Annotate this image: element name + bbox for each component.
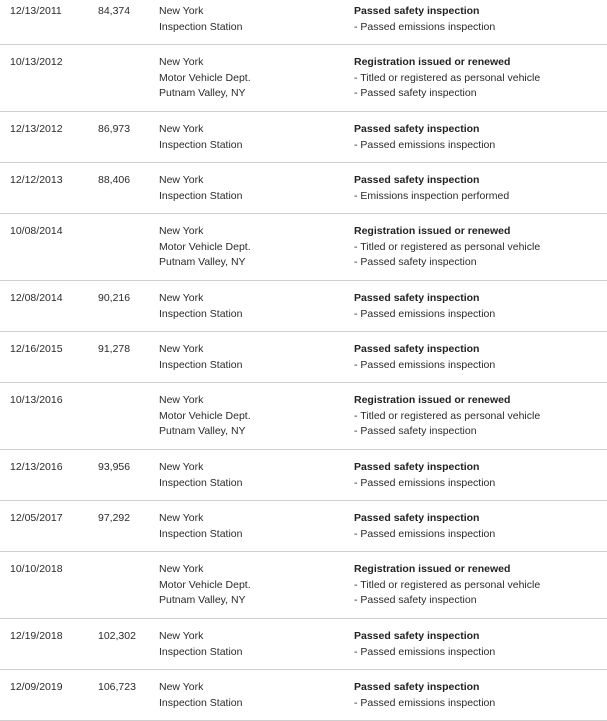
source-line: New York — [159, 394, 204, 406]
table-row — [0, 670, 607, 721]
record-title: Registration issued or renewed — [354, 56, 511, 68]
source-line: New York — [159, 292, 204, 304]
record-source — [159, 342, 344, 373]
source-line: New York — [159, 225, 204, 237]
record-detail-item: - Passed emissions inspection — [354, 358, 496, 371]
record-detail-item: - Passed safety inspection — [354, 256, 477, 268]
record-mileage: 88,406 — [98, 174, 131, 186]
record-details — [354, 511, 604, 542]
table-row — [0, 383, 607, 450]
record-details — [354, 460, 604, 491]
record-title: Passed safety inspection — [354, 343, 480, 355]
record-details — [354, 562, 604, 609]
source-line: Inspection Station — [159, 476, 243, 489]
source-line: New York — [159, 563, 204, 575]
record-source — [159, 122, 344, 153]
record-date: 12/08/2014 — [10, 292, 63, 304]
record-detail-item: - Passed emissions inspection — [354, 138, 496, 151]
source-line: New York — [159, 343, 204, 355]
record-mileage: 84,374 — [98, 5, 131, 17]
source-line: Inspection Station — [159, 696, 243, 709]
source-line: New York — [159, 123, 204, 135]
record-detail-item: - Passed emissions inspection — [354, 696, 496, 709]
record-source — [159, 460, 344, 491]
record-mileage: 86,973 — [98, 123, 131, 135]
source-line: Inspection Station — [159, 189, 243, 202]
record-details — [354, 224, 604, 271]
record-source — [159, 511, 344, 542]
table-row — [0, 45, 607, 112]
record-details — [354, 55, 604, 102]
record-date: 12/13/2011 — [10, 5, 62, 17]
record-source — [159, 562, 344, 609]
source-line: Putnam Valley, NY — [159, 594, 246, 606]
record-mileage: 102,302 — [98, 630, 136, 642]
record-date: 12/05/2017 — [10, 512, 63, 524]
record-title: Registration issued or renewed — [354, 225, 511, 237]
record-source — [159, 629, 344, 660]
record-detail-item: - Passed emissions inspection — [354, 645, 496, 658]
record-date: 12/12/2013 — [10, 174, 63, 186]
record-details — [354, 291, 604, 322]
source-line: Inspection Station — [159, 20, 243, 33]
record-title: Passed safety inspection — [354, 123, 480, 135]
record-title: Passed safety inspection — [354, 292, 480, 304]
record-mileage: 97,292 — [98, 512, 131, 524]
source-line: New York — [159, 681, 204, 693]
record-details — [354, 629, 604, 660]
record-detail-item: - Passed emissions inspection — [354, 20, 496, 33]
record-source — [159, 393, 344, 440]
source-line: Inspection Station — [159, 138, 243, 151]
source-line: New York — [159, 56, 204, 68]
source-line: New York — [159, 630, 204, 642]
record-title: Passed safety inspection — [354, 630, 480, 642]
record-detail-item: - Passed emissions inspection — [354, 476, 496, 489]
source-line: Motor Vehicle Dept. — [159, 240, 251, 253]
record-details — [354, 122, 604, 153]
record-details — [354, 393, 604, 440]
record-detail-item: - Titled or registered as personal vehicle — [354, 409, 541, 422]
record-detail-item: - Titled or registered as personal vehicle — [354, 240, 541, 253]
source-line: Inspection Station — [159, 645, 243, 658]
table-row — [0, 214, 607, 281]
record-detail-item: - Passed emissions inspection — [354, 527, 496, 540]
record-source — [159, 680, 344, 711]
record-source — [159, 173, 344, 204]
record-detail-item: - Passed safety inspection — [354, 425, 477, 437]
record-title: Registration issued or renewed — [354, 563, 511, 575]
record-date: 12/09/2019 — [10, 681, 63, 693]
record-date: 12/13/2016 — [10, 461, 63, 473]
source-line: New York — [159, 461, 204, 473]
record-mileage: 93,956 — [98, 461, 131, 473]
record-detail-item: - Passed safety inspection — [354, 594, 477, 606]
record-title: Passed safety inspection — [354, 461, 480, 473]
record-date: 10/13/2012 — [10, 56, 63, 68]
source-line: Inspection Station — [159, 527, 243, 540]
record-source — [159, 291, 344, 322]
source-line: Putnam Valley, NY — [159, 256, 246, 268]
table-row — [0, 281, 607, 332]
record-date: 12/13/2012 — [10, 123, 63, 135]
record-date: 10/10/2018 — [10, 563, 63, 575]
record-detail-item: - Titled or registered as personal vehicle — [354, 578, 541, 591]
source-line: Motor Vehicle Dept. — [159, 71, 251, 84]
record-details — [354, 4, 604, 35]
record-source — [159, 4, 344, 35]
record-date: 10/08/2014 — [10, 225, 63, 237]
source-line: New York — [159, 5, 204, 17]
record-mileage: 90,216 — [98, 292, 131, 304]
table-row — [0, 112, 607, 163]
record-title: Passed safety inspection — [354, 512, 480, 524]
table-row — [0, 450, 607, 501]
table-row — [0, 619, 607, 670]
record-detail-item: - Emissions inspection performed — [354, 189, 510, 202]
record-source — [159, 55, 344, 102]
record-title: Registration issued or renewed — [354, 394, 511, 406]
source-line: New York — [159, 512, 204, 524]
record-title: Passed safety inspection — [354, 174, 480, 186]
record-details — [354, 680, 604, 711]
record-title: Passed safety inspection — [354, 681, 480, 693]
table-row — [0, 332, 607, 383]
source-line: Inspection Station — [159, 358, 243, 371]
source-line: New York — [159, 174, 204, 186]
record-date: 12/19/2018 — [10, 630, 63, 642]
record-date: 10/13/2016 — [10, 394, 63, 406]
record-mileage: 106,723 — [98, 681, 136, 693]
record-date: 12/16/2015 — [10, 343, 63, 355]
table-row — [0, 163, 607, 214]
table-row — [0, 552, 607, 619]
source-line: Motor Vehicle Dept. — [159, 409, 251, 422]
source-line: Motor Vehicle Dept. — [159, 578, 251, 591]
table-row — [0, 501, 607, 552]
source-line: Putnam Valley, NY — [159, 425, 246, 437]
record-details — [354, 173, 604, 204]
table-row — [0, 0, 607, 45]
record-mileage: 91,278 — [98, 343, 131, 355]
record-title: Passed safety inspection — [354, 5, 480, 17]
record-detail-item: - Passed safety inspection — [354, 87, 477, 99]
source-line: Putnam Valley, NY — [159, 87, 246, 99]
record-detail-item: - Titled or registered as personal vehicle — [354, 71, 541, 84]
record-source — [159, 224, 344, 271]
source-line: Inspection Station — [159, 307, 243, 320]
record-details — [354, 342, 604, 373]
record-detail-item: - Passed emissions inspection — [354, 307, 496, 320]
